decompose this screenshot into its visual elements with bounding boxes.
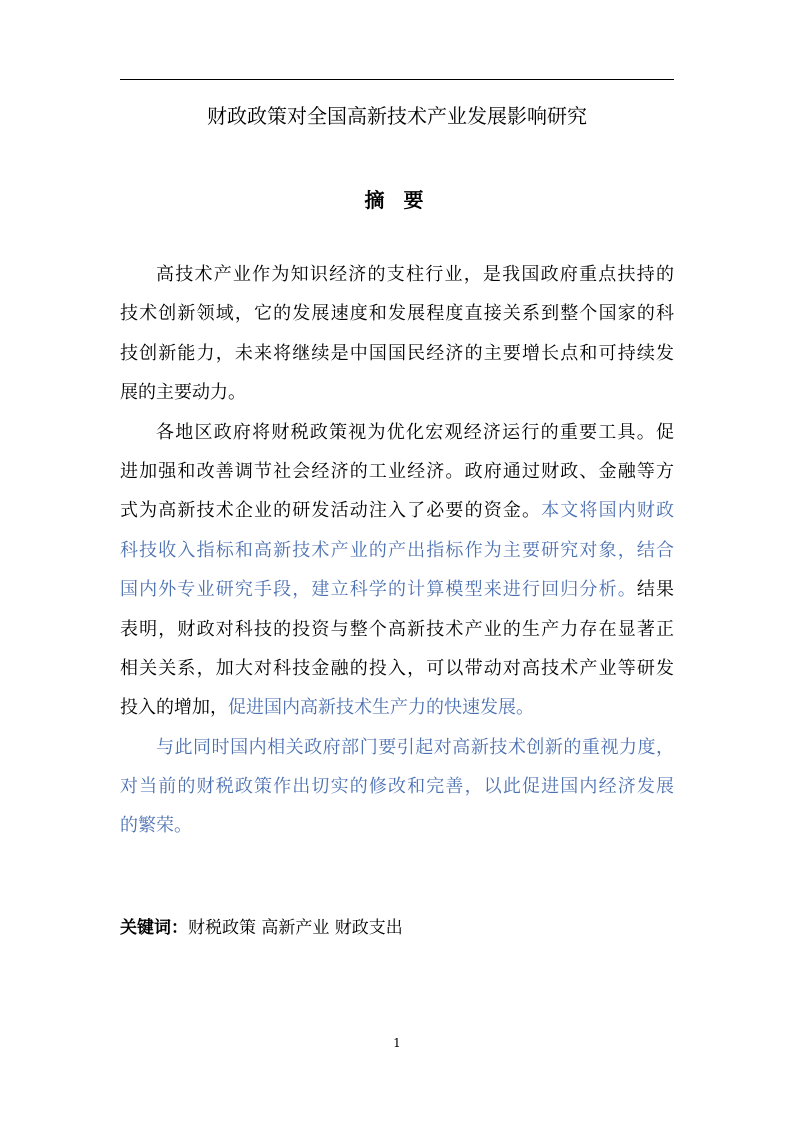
highlighted-text-run: 对当前的财税政策作出切实的修改和完善，以此促进国内经济发展 [120,776,674,798]
text-line [120,531,674,570]
text-run: 展的主要动力。 [120,382,246,404]
text-line [120,767,674,806]
text-line [120,570,674,609]
abstract-paragraph [120,255,674,413]
page-number: 1 [393,1036,401,1050]
highlighted-text-run: 科技收入指标和高新技术产业的产出指标作为主要研究对象，结合 [120,539,674,561]
text-line [120,688,674,727]
text-run: 表明，财政对科技的投资与整个高新技术产业的生产力存在显著正 [120,618,674,640]
keywords-line [120,913,674,943]
text-line [120,452,674,491]
text-line [120,373,674,412]
text-run: 高技术产业作为知识经济的支柱行业，是我国政府重点扶持的 [156,264,674,285]
text-line [120,255,674,294]
text-run: 式为高新技术企业的研发活动注入了必要的资金。 [120,500,542,522]
highlighted-text-run: 本文将国内财政 [541,500,674,522]
text-line [120,413,674,452]
highlighted-text-run: 与此同时国内相关政府部门要引起对高新技术创新的重视力度， [156,736,674,758]
text-run: 投入的增加， [120,697,228,719]
abstract-body [120,255,674,846]
highlighted-text-run: 国内外专业研究手段，建立科学的计算模型来进行回归分析。 [120,579,637,601]
text-line [120,294,674,333]
text-line [120,649,674,688]
text-line [120,610,674,649]
text-run: 技创新能力，未来将继续是中国国民经济的主要增长点和可持续发 [120,342,674,364]
text-line [120,491,674,530]
document-title: 财政政策对全国高新技术产业发展影响研究 [207,104,587,128]
keywords-label: 关键词： [120,918,188,938]
abstract-heading: 摘 要 [364,188,430,212]
text-line [120,728,674,767]
text-run: 技术创新领域，它的发展速度和发展程度直接关系到整个国家的科 [120,303,674,325]
keywords-text: 财税政策 高新产业 财政支出 [188,918,403,938]
highlighted-text-run: 促进国内高新技术生产力的快速发展。 [228,697,534,719]
text-run: 各地区政府将财税政策视为优化宏观经济运行的重要工具。促 [156,421,674,443]
text-run: 进加强和改善调节社会经济的工业经济。政府通过财政、金融等方 [120,460,674,482]
text-line [120,806,674,845]
abstract-paragraph [120,728,674,846]
text-run: 相关关系，加大对科技金融的投入，可以带动对高技术产业等研发 [120,657,674,679]
text-run: 结果 [636,579,675,601]
text-line [120,334,674,373]
header-rule [120,79,674,80]
abstract-paragraph [120,413,674,728]
highlighted-text-run: 的繁荣。 [120,815,192,837]
